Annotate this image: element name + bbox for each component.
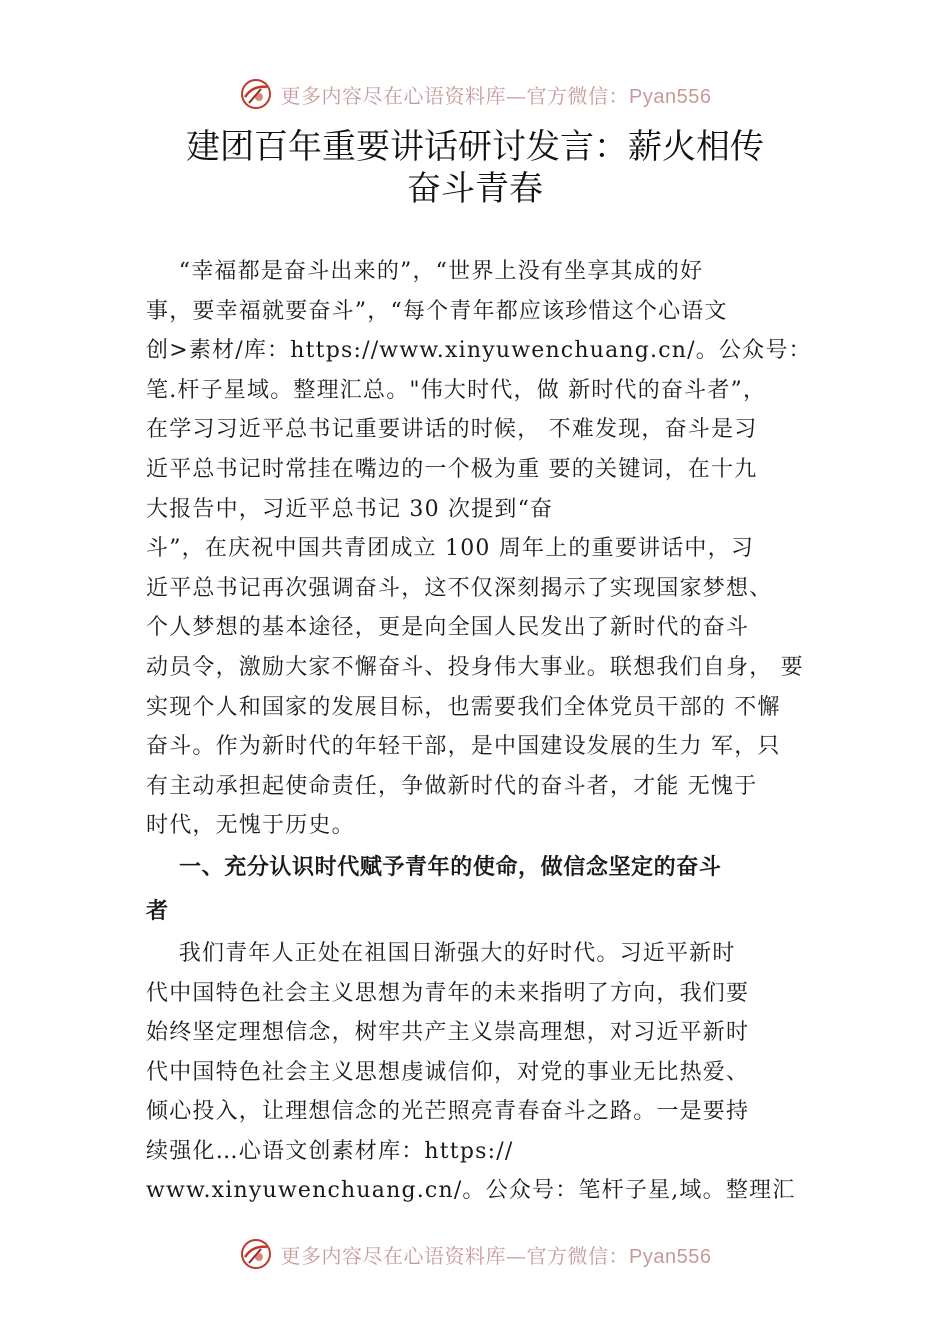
wechat-id: Pyan556 — [629, 1245, 712, 1268]
body-line: 近平总书记再次强调奋斗，这不仅深刻揭示了实现国家梦想、 — [146, 575, 773, 601]
body-line: 实现个人和国家的发展目标，也需要我们全体党员干部的 不懈 — [146, 694, 781, 720]
logo-icon — [239, 77, 273, 111]
wechat-id: Pyan556 — [629, 85, 712, 108]
body-line: 创>素材/库：https://www.xinyuwenchuang.cn/。公众号： — [146, 338, 812, 364]
section-heading-line-2: 者 — [146, 898, 169, 924]
document-body — [146, 252, 836, 1211]
body-line: 动员令，激励大家不懈奋斗、投身伟大事业。联想我们自身， 要 — [146, 654, 804, 680]
body-line: 笔.杆子星域。整理汇总。"伟大时代，做 新时代的奋斗者”， — [146, 377, 767, 403]
body-line: 在学习习近平总书记重要讲话的时候， 不难发现，奋斗是习 — [146, 417, 758, 443]
body-line: www.xinyuwenchuang.cn/。公众号：笔杆子星,域。整理汇 — [146, 1178, 796, 1204]
body-line: 事，要幸福就要奋斗”，“每个青年都应该珍惜这个心语文 — [146, 298, 728, 324]
body-line: 时代，无愧于历史。 — [146, 813, 355, 839]
body-line: 斗”，在庆祝中国共青团成立 100 周年上的重要讲话中，习 — [146, 536, 755, 562]
section-heading-line-1: 一、充分认识时代赋予青年的使命，做信念坚定的奋斗 — [146, 854, 722, 880]
body-line: 我们青年人正处在祖国日渐强大的好时代。习近平新时 — [146, 940, 736, 966]
title-line-2: 奋斗青春 — [407, 169, 543, 209]
body-line: 有主动承担起使命责任，争做新时代的奋斗者，才能 无愧于 — [146, 773, 758, 799]
banner-text: 更多内容尽在心语资料库—官方微信：Pyan556 — [280, 83, 712, 108]
body-line: 代中国特色社会主义思想为青年的未来指明了方向，我们要 — [146, 980, 750, 1006]
body-line: 奋斗。作为新时代的年轻干部，是中国建设发展的生力 军，只 — [146, 734, 781, 760]
body-line: 大报告中，习近平总书记 30 次提到“奋 — [146, 496, 554, 522]
body-line: “幸福都是奋斗出来的”，“世界上没有坐享其成的好 — [146, 259, 704, 284]
body-line: 始终坚定理想信念，树牢共产主义崇高理想，对习近平新时 — [146, 1020, 750, 1046]
logo-icon — [239, 1237, 273, 1271]
body-line: 倾心投入，让理想信念的光芒照亮青春奋斗之路。一是要持 — [146, 1099, 750, 1125]
body-line: 代中国特色社会主义思想虔诚信仰，对党的事业无比热爱、 — [146, 1059, 750, 1085]
body-line: 近平总书记时常挂在嘴边的一个极为重 要的关键词，在十九 — [146, 456, 758, 482]
page-title — [0, 126, 950, 210]
header-banner — [0, 72, 950, 116]
body-line: 续强化…心语文创素材库：https:// — [146, 1138, 514, 1164]
title-line-1: 建团百年重要讲话研讨发言：薪火相传 — [186, 127, 764, 167]
body-line: 个人梦想的基本途径，更是向全国人民发出了新时代的奋斗 — [146, 615, 750, 641]
banner-text: 更多内容尽在心语资料库—官方微信：Pyan556 — [280, 1243, 712, 1268]
footer-banner — [0, 1232, 950, 1276]
